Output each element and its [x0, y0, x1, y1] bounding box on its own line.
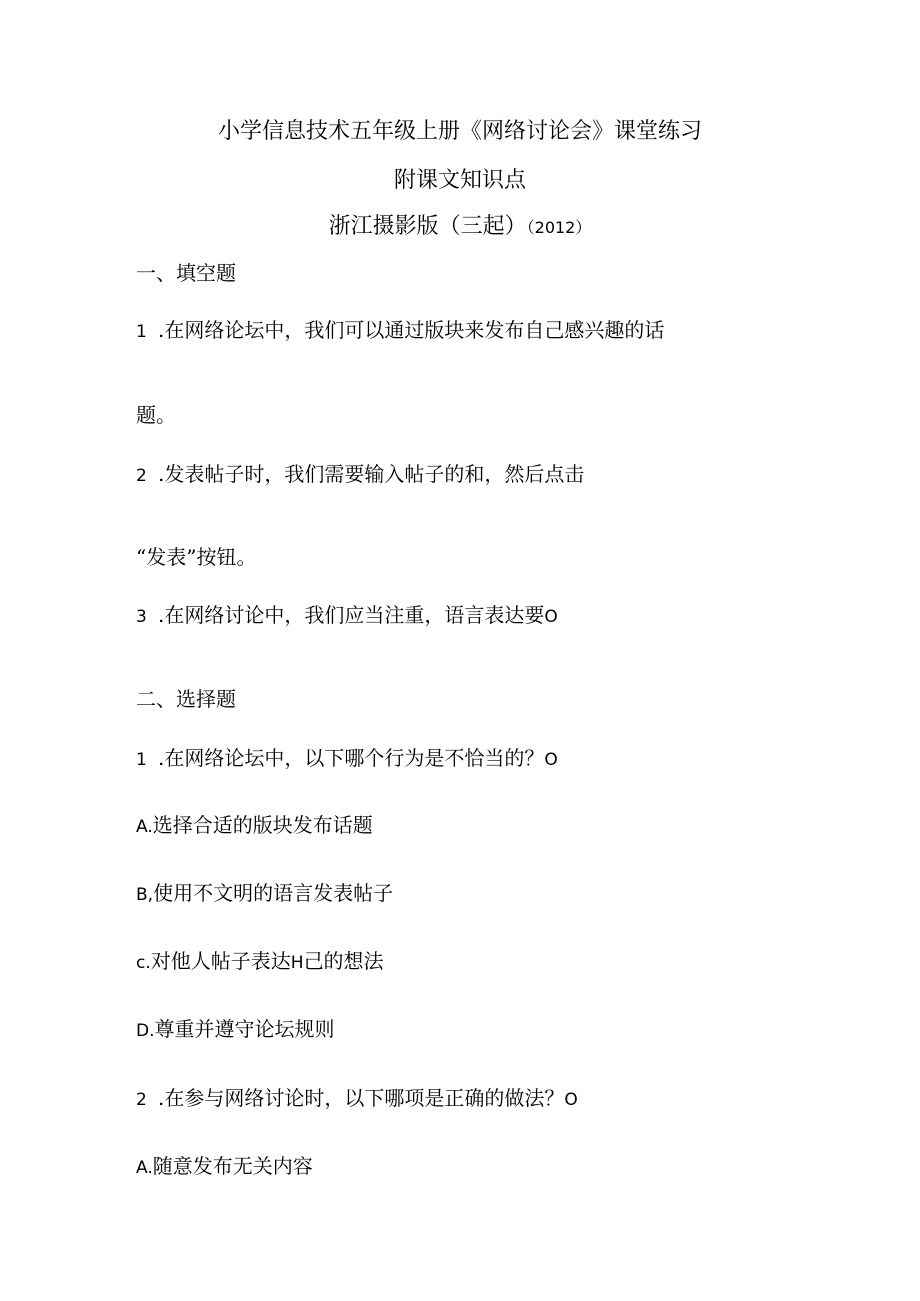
option-letter: A. — [136, 1158, 153, 1178]
question-number: 3 — [136, 607, 147, 627]
question-item — [136, 600, 558, 632]
option-letter: c. — [136, 953, 151, 973]
option-text: 随意发布无关内容 — [152, 1154, 313, 1178]
option-c — [136, 946, 384, 978]
option-text: 对他人帖子表达 — [150, 949, 291, 973]
option-d — [136, 1014, 335, 1046]
question-text: .在网络论坛中，以下哪个行为是不恰当的？ — [158, 746, 545, 770]
doc-subtitle: 附课文知识点 — [393, 168, 526, 193]
question-item — [136, 743, 558, 775]
question-text: .在网络讨论中，我们应当注重，语言表达要 — [158, 603, 545, 627]
question-text: .发表帖子时，我们需要输入帖子的和，然后点击 — [158, 462, 585, 486]
option-text: 使用不文明的语言发表帖子 — [153, 881, 394, 905]
question-tail: O — [544, 750, 558, 770]
question-continuation: “发表”按钮。 — [136, 545, 257, 569]
option-a — [136, 810, 373, 842]
question-tail: O — [564, 1090, 578, 1110]
option-text-glyph: H — [290, 953, 304, 973]
option-letter: A. — [136, 817, 153, 837]
option-letter: D. — [136, 1021, 155, 1041]
option-text: 尊重并遵守论坛规则 — [154, 1017, 335, 1041]
section-heading-choice: 二、选择题 — [136, 687, 236, 711]
edition-year: （2012） — [526, 218, 592, 237]
option-text: 选择合适的版块发布话题 — [152, 813, 373, 837]
question-item — [136, 1083, 578, 1115]
option-a — [136, 1151, 313, 1183]
question-text: .在参与网络讨论时，以下哪项是正确的做法？ — [158, 1086, 565, 1110]
option-letter: B, — [136, 885, 154, 905]
doc-title: 小学信息技术五年级上册《网络讨论会》课堂练习 — [217, 119, 702, 144]
question-tail: O — [544, 607, 558, 627]
question-number: 2 — [136, 1090, 147, 1110]
edition-name: 浙江摄影版（三起） — [328, 214, 527, 239]
question-continuation: 题。 — [136, 403, 176, 427]
section-heading-fill-blank: 一、填空题 — [136, 261, 236, 285]
question-item — [136, 315, 664, 347]
question-number: 2 — [136, 466, 147, 486]
question-number: 1 — [136, 322, 147, 342]
option-b — [136, 878, 393, 910]
question-number: 1 — [136, 750, 147, 770]
doc-edition — [0, 212, 920, 243]
question-text: .在网络论坛中，我们可以通过版块来发布自己感兴趣的话 — [158, 318, 665, 342]
question-item — [136, 459, 584, 491]
option-text-end: 己的想法 — [303, 949, 384, 973]
